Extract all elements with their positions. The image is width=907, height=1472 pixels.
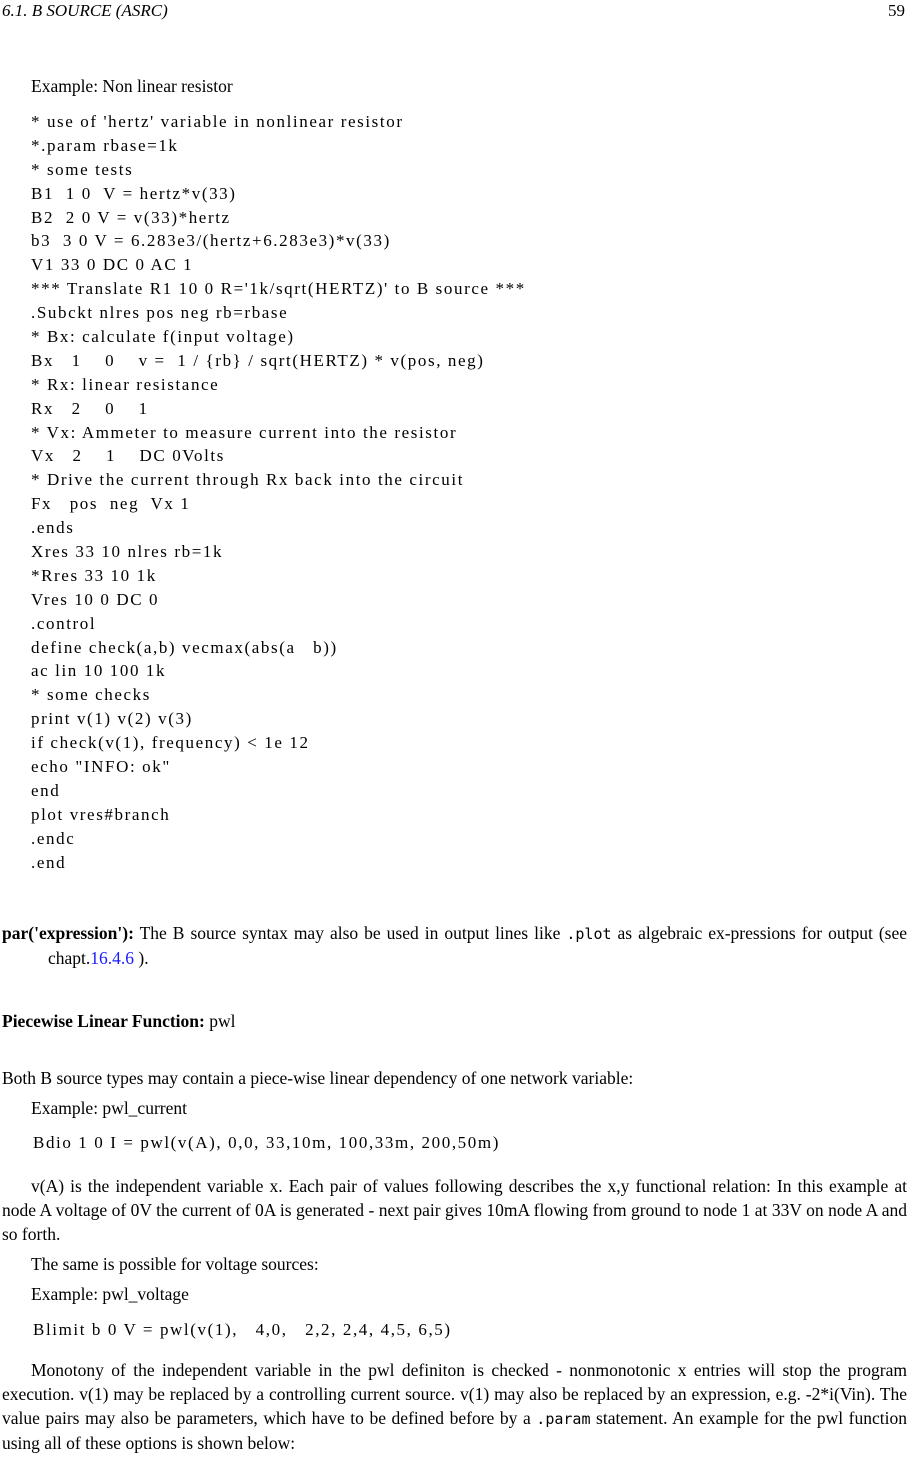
code-line: ac lin 10 100 1k	[31, 661, 167, 681]
code-line: .ends	[31, 518, 75, 538]
example-label-pwl-current: Example: pwl_current	[31, 1098, 187, 1118]
example-label-nonlinear-resistor: Example: Non linear resistor	[31, 76, 233, 96]
code-line: .end	[31, 852, 67, 872]
code-line: * Bx: calculate f(input voltage)	[31, 327, 295, 347]
code-line: echo "INFO: ok"	[31, 757, 171, 777]
code-line: * Drive the current through Rx back into the circuit	[31, 470, 465, 490]
code-pwl-voltage: Blimit b 0 V = pwl(v(1), 4,0, 2,2, 2,4, 4,5, 6,5)	[33, 1320, 452, 1339]
code-line: *** Translate R1 10 0 R='1k/sqrt(HERTZ)' to B source ***	[31, 279, 526, 299]
code-line: plot vres#branch	[31, 804, 171, 824]
par-expression-text-2: as algebraic ex-pressions for output (see chapt.	[48, 923, 907, 968]
code-line: V1 33 0 DC 0 AC 1	[31, 255, 194, 275]
param-statement-code: .param	[536, 1410, 591, 1428]
running-head	[0, 0, 907, 22]
code-line: .endc	[31, 828, 76, 848]
monotony-text-2: statement. An example for the pwl function using all of these options is shown below:	[2, 1408, 907, 1453]
pwl-intro-paragraph: Both B source types may contain a piece-wise linear dependency of one network variable:	[2, 1068, 634, 1088]
pwl-heading-normal: pwl	[204, 1011, 236, 1031]
code-pwl-current: Bdio 1 0 I = pwl(v(A), 0,0, 33,10m, 100,33m, 200,50m)	[33, 1133, 500, 1152]
chapter-link[interactable]: 16.4.6	[90, 948, 135, 968]
code-block-nonlinear-resistor	[31, 110, 526, 875]
code-line: Rx 2 0 1	[31, 398, 149, 418]
monotony-text-1: Monotony of the independent variable in the pwl definiton is checked - nonmonotonic x entries will stop the program execution. v(1) may be replaced by a controlling current source. v(1) may also be replaced by an expression, e.g. -2*i(Vin). The value pairs may also be parameters, which have to be defined before by a	[2, 1360, 907, 1428]
code-line: b3 3 0 V = 6.283e3/(hertz+6.283e3)*v(33)	[31, 231, 391, 251]
code-line: * some checks	[31, 685, 151, 705]
plot-command-code: .plot	[566, 925, 612, 943]
code-line: if check(v(1), frequency) < 1e 12	[31, 733, 310, 753]
example-label-pwl-voltage: Example: pwl_voltage	[31, 1284, 189, 1304]
section-title: 6.1. B SOURCE (ASRC)	[2, 1, 168, 20]
page-number: 59	[888, 1, 905, 20]
code-line: * some tests	[31, 159, 134, 179]
par-expression-term: par('expression'):	[2, 923, 134, 943]
code-line: Vx 2 1 DC 0Volts	[31, 446, 225, 466]
code-line: * Rx: linear resistance	[31, 374, 220, 394]
code-line: Bx 1 0 v = 1 / {rb} / sqrt(HERTZ) * v(pos, neg)	[31, 350, 485, 370]
par-expression-text-3: ).	[134, 948, 149, 968]
par-expression-text-1: The B source syntax may also be used in output lines like	[133, 923, 567, 943]
code-line: Vres 10 0 DC 0	[31, 589, 160, 609]
code-line: *Rres 33 10 1k	[31, 565, 157, 585]
code-line: B2 2 0 V = v(33)*hertz	[31, 207, 231, 227]
code-line: print v(1) v(2) v(3)	[31, 709, 193, 729]
monotony-paragraph	[2, 1358, 907, 1455]
code-line: B1 1 0 V = hertz*v(33)	[31, 183, 237, 203]
code-line: Fx pos neg Vx 1	[31, 494, 191, 514]
pwl-explain-paragraph: v(A) is the independent variable x. Each pair of values following describes the x,y functional relation: In this example at node A voltage of 0V the current of 0A is generated - next pair gives 10mA flowing from ground to node 1 at 33V on node A and so forth.	[2, 1176, 907, 1244]
code-line: define check(a,b) vecmax(abs(a b))	[31, 637, 338, 657]
code-line: .Subckt nlres pos neg rb=rbase	[31, 303, 289, 323]
code-line: end	[31, 780, 61, 800]
pwl-heading-bold: Piecewise Linear Function:	[2, 1011, 205, 1031]
code-line: Xres 33 10 nlres rb=1k	[31, 542, 224, 562]
code-line: * Vx: Ammeter to measure current into the resistor	[31, 422, 458, 442]
code-line: .control	[31, 613, 97, 633]
voltage-sources-sentence: The same is possible for voltage sources:	[31, 1254, 319, 1274]
pwl-heading	[2, 1009, 235, 1033]
par-expression-paragraph	[2, 921, 907, 970]
code-line: *.param rbase=1k	[31, 135, 179, 155]
code-line: * use of 'hertz' variable in nonlinear resistor	[31, 112, 404, 131]
